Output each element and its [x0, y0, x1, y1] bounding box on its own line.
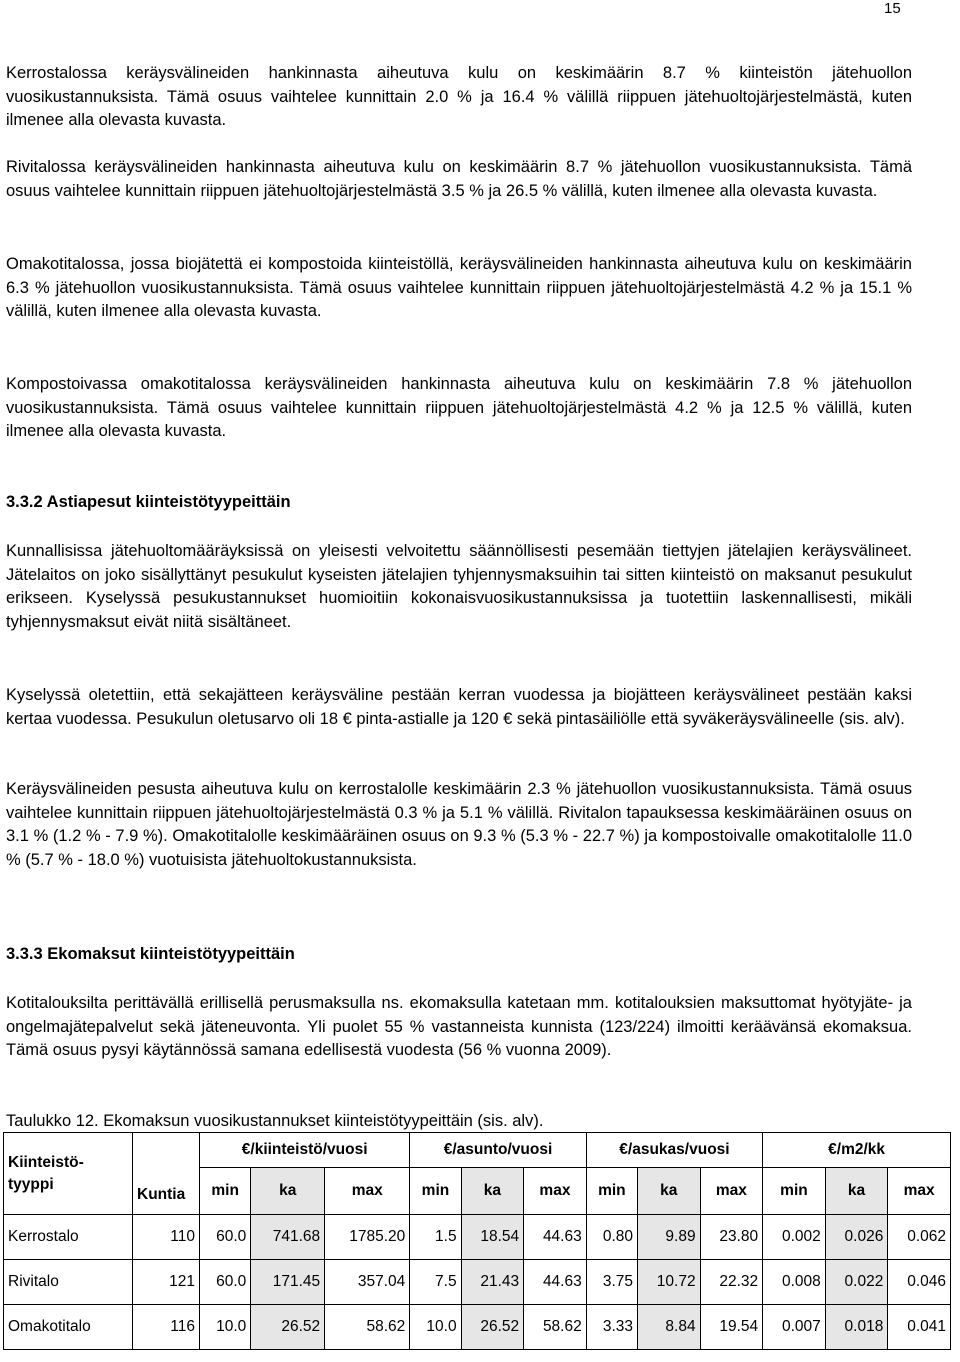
- header-group-asukas: €/asukas/vuosi: [586, 1133, 762, 1168]
- cell: 1785.20: [325, 1215, 410, 1260]
- cell: 3.75: [586, 1260, 637, 1305]
- header-group-m2: €/m2/kk: [763, 1133, 951, 1168]
- cell: 7.5: [410, 1260, 461, 1305]
- table-caption: Taulukko 12. Ekomaksun vuosikustannukset kiinteistötyypeittäin (sis. alv).: [6, 1112, 544, 1130]
- cell: 0.002: [763, 1215, 826, 1260]
- table-row: [4, 1215, 951, 1260]
- cell: 10.0: [410, 1305, 461, 1350]
- header-min: min: [410, 1168, 461, 1215]
- ekomaksu-table: [3, 1132, 951, 1350]
- cell: 22.32: [700, 1260, 763, 1305]
- header-min: min: [586, 1168, 637, 1215]
- cell: 23.80: [700, 1215, 763, 1260]
- cell: 0.80: [586, 1215, 637, 1260]
- cell: 19.54: [700, 1305, 763, 1350]
- row-kuntia: 116: [133, 1305, 200, 1350]
- header-ka: ka: [461, 1168, 524, 1215]
- cell: 0.062: [888, 1215, 951, 1260]
- cell: 1.5: [410, 1215, 461, 1260]
- row-type: Rivitalo: [4, 1260, 133, 1305]
- cell: 0.018: [825, 1305, 888, 1350]
- header-group-kiinteisto: €/kiinteistö/vuosi: [200, 1133, 410, 1168]
- cell: 58.62: [325, 1305, 410, 1350]
- cell: 26.52: [461, 1305, 524, 1350]
- cell: 44.63: [524, 1260, 587, 1305]
- paragraph-rivitalo: Rivitalossa keräysvälineiden hankinnasta aiheutuva kulu on keskimäärin 8.7 % jätehuollon vuosikustannuksista. Tämä osuus vaihtelee kunnittain riippuen jätehuoltojärjestelmästä 3.5 % ja 26.5 % välillä, kuten ilmenee alla olevasta kuvasta.: [6, 158, 912, 200]
- header-group-asunto: €/asunto/vuosi: [410, 1133, 586, 1168]
- cell: 26.52: [251, 1305, 325, 1350]
- header-max: max: [888, 1168, 951, 1215]
- header-max: max: [524, 1168, 587, 1215]
- cell: 0.041: [888, 1305, 951, 1350]
- header-kuntia: Kuntia: [133, 1133, 200, 1215]
- cell: 10.72: [638, 1260, 701, 1305]
- cell: 9.89: [638, 1215, 701, 1260]
- paragraph-pesukulu-osuus: Keräysvälineiden pesusta aiheutuva kulu on kerrostalolle keskimäärin 2.3 % jätehuollon vuosikustannuksista. Tämä osuus vaihtelee kunnittain riippuen jätehuoltojärjestelmästä 0.3 % ja 5.1 % välillä. Rivitalon tapauksessa keskimääräinen osuus on 3.1 % (1.2 % - 7.9 %). Omakotitalolle keskimääräinen osuus on 9.3 % (5.3 % - 22.7 %) ja kompostoivalle omakotitalolle 11.0 % (5.7 % - 18.0 %) vuotuisista jätehuoltokustannuksista.: [6, 780, 912, 869]
- cell: 21.43: [461, 1260, 524, 1305]
- header-min: min: [763, 1168, 826, 1215]
- row-kuntia: 121: [133, 1260, 200, 1305]
- cell: 0.022: [825, 1260, 888, 1305]
- row-kuntia: 110: [133, 1215, 200, 1260]
- header-type: Kiinteistö-tyyppi: [4, 1133, 133, 1215]
- cell: 741.68: [251, 1215, 325, 1260]
- table-row: [4, 1305, 951, 1350]
- cell: 0.026: [825, 1215, 888, 1260]
- header-max: max: [700, 1168, 763, 1215]
- page-number: 15: [884, 0, 901, 17]
- row-type: Omakotitalo: [4, 1305, 133, 1350]
- cell: 10.0: [200, 1305, 251, 1350]
- cell: 0.046: [888, 1260, 951, 1305]
- cell: 0.008: [763, 1260, 826, 1305]
- cell: 8.84: [638, 1305, 701, 1350]
- header-ka: ka: [638, 1168, 701, 1215]
- paragraph-kerrostalo: Kerrostalossa keräysvälineiden hankinnasta aiheutuva kulu on keskimäärin 8.7 % kiinteistön jätehuollon vuosikustannuksista. Tämä osuus vaihtelee kunnittain 2.0 % ja 16.4 % välillä riippuen jätehuoltojärjestelmästä, kuten ilmenee alla olevasta kuvasta.: [6, 64, 912, 130]
- cell: 58.62: [524, 1305, 587, 1350]
- cell: 18.54: [461, 1215, 524, 1260]
- row-type: Kerrostalo: [4, 1215, 133, 1260]
- cell: 0.007: [763, 1305, 826, 1350]
- cell: 60.0: [200, 1260, 251, 1305]
- paragraph-kompostoiva: Kompostoivassa omakotitalossa keräysvälineiden hankinnasta aiheutuva kulu on keskimäärin 7.8 % jätehuollon vuosikustannuksista. Tämä osuus vaihtelee kunnittain riippuen jätehuoltojärjestelmästä 4.2 % ja 12.5 % välillä, kuten ilmenee alla olevasta kuvasta.: [6, 375, 912, 441]
- table-row: [4, 1260, 951, 1305]
- cell: 44.63: [524, 1215, 587, 1260]
- section-heading-astiapesut: 3.3.2 Astiapesut kiinteistötyypeittäin: [6, 493, 291, 511]
- header-min: min: [200, 1168, 251, 1215]
- header-ka: ka: [251, 1168, 325, 1215]
- cell: 3.33: [586, 1305, 637, 1350]
- header-ka: ka: [825, 1168, 888, 1215]
- paragraph-pesukulut: Kunnallisissa jätehuoltomääräyksissä on yleisesti velvoitettu säännöllisesti pesemään tiettyjen jätelajien keräysvälineet. Jätelaitos on joko sisällyttänyt pesukulut kyseisten jätelajien tyhjennysmaksuihin tai sitten kiinteistö on maksanut pesukulut erikseen. Kyselyssä pesukustannukset huomioitiin kokonaisvuosikustannuksissa ja tuotettiin laskennallisesti, mikäli tyhjennysmaksut eivät niitä sisältäneet.: [6, 542, 912, 631]
- cell: 357.04: [325, 1260, 410, 1305]
- header-max: max: [325, 1168, 410, 1215]
- paragraph-oletukset: Kyselyssä oletettiin, että sekajätteen keräysväline pestään kerran vuodessa ja biojätteen keräysvälineet pestään kaksi kertaa vuodessa. Pesukulun oletusarvo oli 18 € pinta-astialle ja 120 € sekä pintasäiliölle että syväkeräysvälineelle (sis. alv).: [6, 686, 912, 728]
- cell: 60.0: [200, 1215, 251, 1260]
- paragraph-ekomaksu: Kotitalouksilta perittävällä erillisellä perusmaksulla ns. ekomaksulla katetaan mm. kotitalouksien maksuttomat hyötyjäte- ja ongelmajätepalvelut sekä jäteneuvonta. Yli puolet 55 % vastanneista kunnista (123/224) ilmoitti keräävänsä ekomaksua. Tämä osuus pysyi käytännössä samana edellisestä vuodesta (56 % vuonna 2009).: [6, 994, 912, 1060]
- paragraph-omakotitalo: Omakotitalossa, jossa biojätettä ei kompostoida kiinteistöllä, keräysvälineiden hankinnasta aiheutuva kulu on keskimäärin 6.3 % jätehuollon vuosikustannuksista. Tämä osuus vaihtelee kunnittain riippuen jätehuoltojärjestelmästä 4.2 % ja 15.1 % välillä, kuten ilmenee alla olevasta kuvasta.: [6, 255, 912, 321]
- section-heading-ekomaksut: 3.3.3 Ekomaksut kiinteistötyypeittäin: [6, 945, 295, 963]
- cell: 171.45: [251, 1260, 325, 1305]
